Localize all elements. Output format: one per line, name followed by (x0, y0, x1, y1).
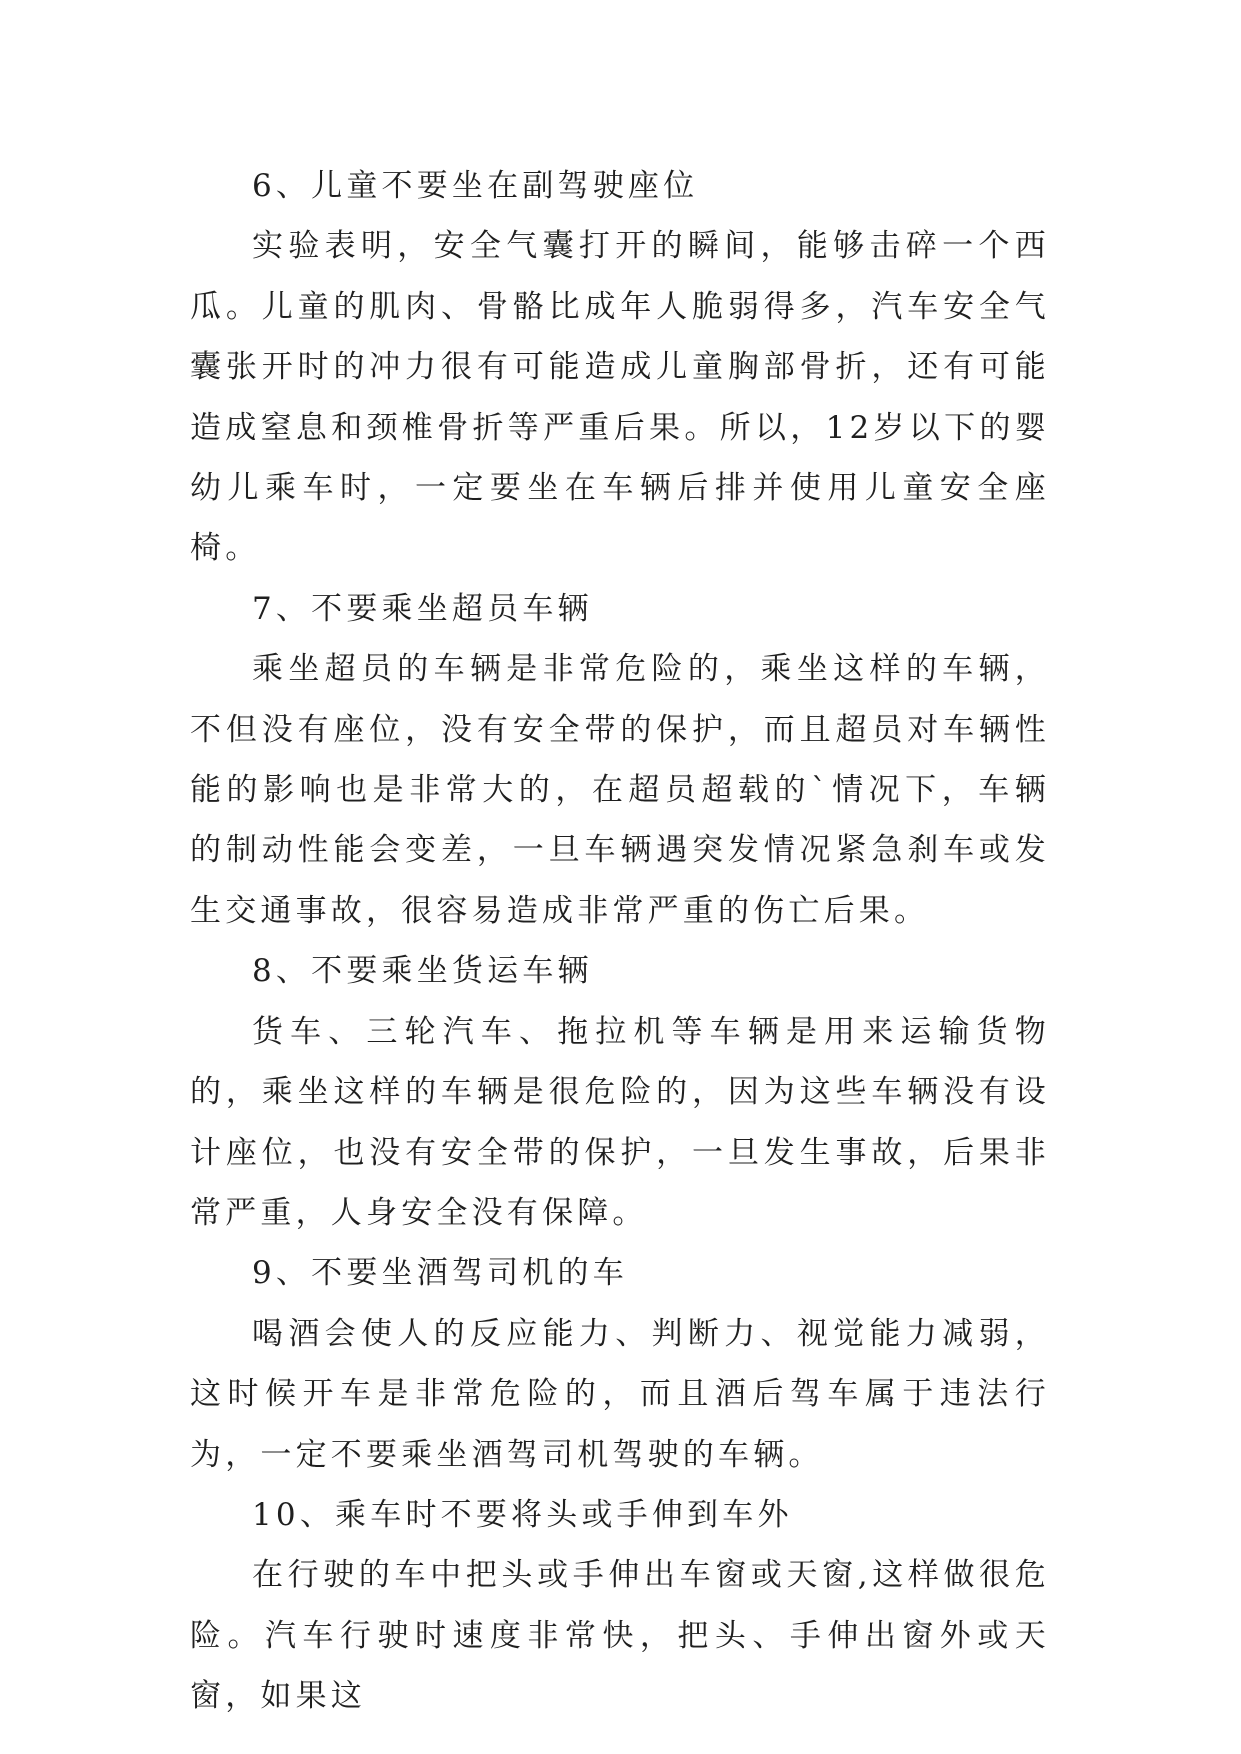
section-heading-8: 8、不要乘坐货运车辆 (252, 953, 593, 990)
body-paragraph: 乘坐超员的车辆是非常危险的，乘坐这样的车辆，不但没有座位，没有安全带的保护，而且超员对车辆性能的影响也是非常大的，在超员超载的`情况下，车辆的制动性能会变差，一旦车辆遇突发情况紧急刹车或发生交通事故，很容易造成非常严重的伤亡后果。 (190, 651, 1050, 929)
body-paragraph: 货车、三轮汽车、拖拉机等车辆是用来运输货物的，乘坐这样的车辆是很危险的，因为这些车辆没有设计座位，也没有安全带的保护，一旦发生事故，后果非常严重，人身安全没有保障。 (190, 1013, 1050, 1231)
document-body (190, 156, 1050, 1727)
body-paragraph: 在行驶的车中把头或手伸出车窗或天窗,这样做很危险。汽车行驶时速度非常快，把头、手伸出窗外或天窗，如果这 (190, 1557, 1050, 1715)
body-paragraph: 喝酒会使人的反应能力、判断力、视觉能力减弱，这时候开车是非常危险的，而且酒后驾车属于违法行为，一定不要乘坐酒驾司机驾驶的车辆。 (190, 1315, 1050, 1473)
section-heading-6: 6、儿童不要坐在副驾驶座位 (252, 168, 699, 204)
body-paragraph: 实验表明，安全气囊打开的瞬间，能够击碎一个西瓜。儿童的肌肉、骨骼比成年人脆弱得多，汽车安全气囊张开时的冲力很有可能造成儿童胸部骨折，还有可能造成窒息和颈椎骨折等严重后果。所以，12岁以下的婴幼儿乘车时，一定要坐在车辆后排并使用儿童安全座椅。 (190, 228, 1050, 567)
section-heading-10: 10、乘车时不要将头或手伸到车外 (252, 1496, 793, 1533)
section-heading-7: 7、不要乘坐超员车辆 (252, 590, 593, 627)
section-heading-9: 9、不要坐酒驾司机的车 (252, 1255, 628, 1292)
